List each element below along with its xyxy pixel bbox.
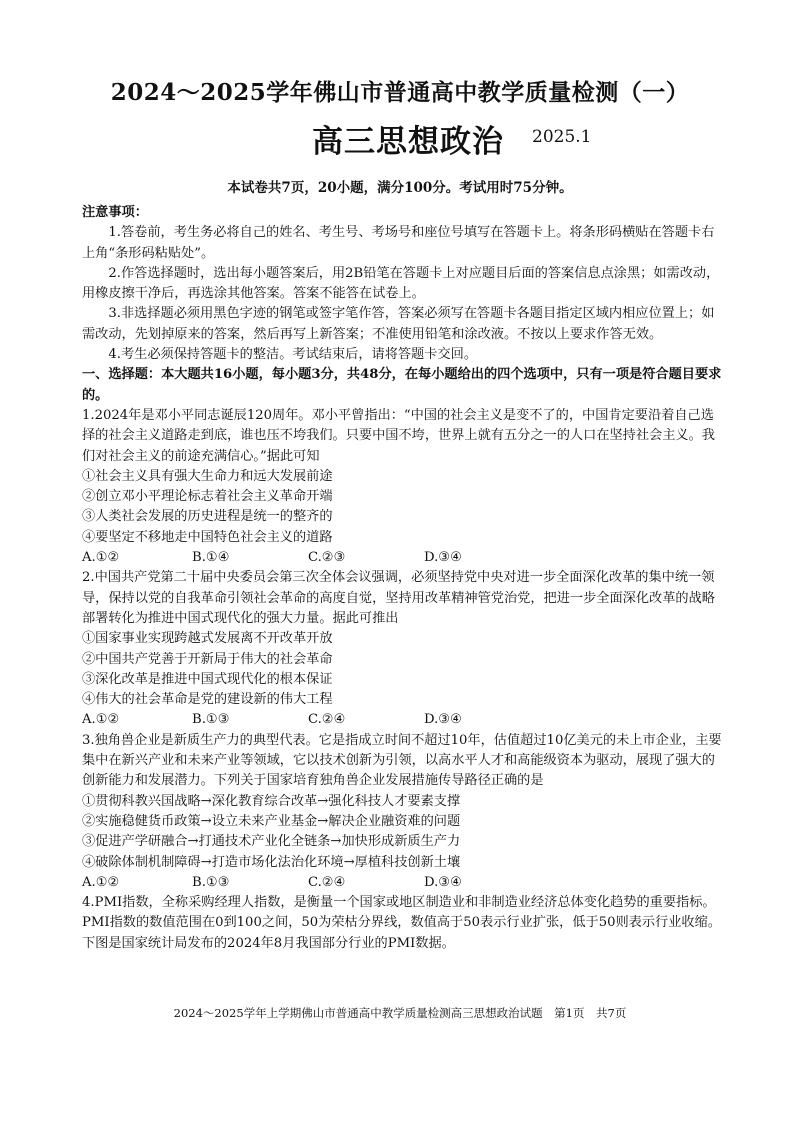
notice-item-4: 4.考生必须保持答题卡的整洁。考试结束后，请将答题卡交回。	[108, 347, 478, 363]
question-1-option-3: ③人类社会发展的历史进程是统一的整齐的	[82, 509, 333, 525]
page-footer: 2024～2025学年上学期佛山市普通高中教学质量检测高三思想政治试题 第1页 共7页	[173, 1006, 627, 1020]
question-2-choices	[82, 710, 722, 730]
question-3-stem: 3.独角兽企业是新质生产力的典型代表。它是指成立时间不超过10年，估值超过10亿美元的未上市企业，主要集中在新兴产业和未来产业等领域，它以技术创新为引领，以高水平人才和高能级资本为驱动，展现了强大的创新能力和发展潜力。下列关于国家培育独角兽企业发展措施传导路径正确的是	[82, 732, 722, 789]
section-heading: 一、选择题：本大题共16小题，每小题3分，共48分，在每小题给出的四个选项中，只有一项是符合题目要求的。	[82, 367, 722, 403]
question-2-choice-c: C.②④	[308, 712, 346, 728]
question-2-option-2: ②中国共产党善于开新局于伟大的社会革命	[82, 651, 333, 667]
question-1-option-2: ②创立邓小平理论标志着社会主义革命开端	[82, 489, 333, 505]
exam-title: 2024～2025学年佛山市普通高中教学质量检测（一）	[110, 79, 690, 106]
notice-item-1: 1.答卷前，考生务必将自己的姓名、考生号、考场号和座位号填写在答题卡上。将条形码横贴在答题卡右上角“条形码粘贴处”。	[82, 225, 715, 261]
question-3-choices	[82, 873, 722, 893]
question-1-choices	[82, 548, 722, 568]
question-2-option-1: ①国家事业实现跨越式发展离不开改革开放	[82, 631, 333, 647]
question-1-option-4: ④要坚定不移地走中国特色社会主义的道路	[82, 529, 333, 545]
question-2-choice-a: A.①②	[82, 712, 120, 728]
question-1-choice-b: B.①④	[192, 550, 230, 566]
notice-item-2: 2.作答选择题时，选出每小题答案后，用2B铅笔在答题卡上对应题目后面的答案信息点涂黑；如需改动，用橡皮擦干净后，再选涂其他答案。答案不能答在试卷上。	[82, 265, 720, 302]
question-2-choice-d: D.③④	[424, 712, 462, 728]
question-1-choice-c: C.②③	[308, 550, 346, 566]
question-1-stem: 1.2024年是邓小平同志诞辰120周年。邓小平曾指出：“中国的社会主义是变不了的，中国肯定要沿着自己选择的社会主义道路走到底，谁也压不垮我们。只要中国不垮，世界上就有五分之一的人口在坚持社会主义。我们对社会主义的前途充满信心。”据此可知	[82, 407, 715, 464]
question-3-option-3: ③促进产学研融合→打通技术产业化全链条→加快形成新质生产力	[82, 834, 461, 850]
question-1-choice-d: D.③④	[424, 550, 462, 566]
question-4-stem: 4.PMI指数，全称采购经理人指数，是衡量一个国家或地区制造业和非制造业经济总体变化趋势的重要指标。PMI指数的数值范围在0到100之间，50为荣枯分界线，数值高于50表示行业扩张，低于50则表示行业收缩。下图是国家统计局发布的2024年8月我国部分行业的PMI数据。	[82, 895, 721, 951]
question-2-choice-b: B.①③	[192, 712, 230, 728]
notice-heading: 注意事项：	[82, 205, 148, 220]
question-1-choice-a: A.①②	[82, 550, 120, 566]
exam-info: 本试卷共7页，20小题，满分100分。考试用时75分钟。	[227, 180, 573, 196]
exam-date: 2025.1	[532, 127, 592, 147]
question-2-option-3: ③深化改革是推进中国式现代化的根本保证	[82, 671, 333, 687]
question-3-option-4: ④破除体制机制障碍→打造市场化法治化环境→厚植科技创新土壤	[82, 854, 461, 870]
notice-item-3: 3.非选择题必须用黑色字迹的钢笔或签字笔作答，答案必须写在答题卡各题目指定区域内相应位置上；如需改动，先划掉原来的答案，然后再写上新答案；不准使用铅笔和涂改液。不按以上要求作答无效。	[82, 306, 715, 342]
subject-title: 高三思想政治	[312, 124, 504, 160]
question-3-choice-c: C.②④	[308, 874, 346, 890]
question-1-option-1: ①社会主义具有强大生命力和远大发展前途	[82, 468, 333, 484]
question-2-stem: 2.中国共产党第二十届中央委员会第三次全体会议强调，必须坚持党中央对进一步全面深化改革的集中统一领导，保持以党的自我革命引领社会革命的高度自觉，坚持用改革精神管党治党，把进一步全面深化改革的战略部署转化为推进中国式现代化的强大力量。据此可推出	[82, 570, 715, 626]
question-3-choice-d: D.③④	[424, 874, 462, 890]
question-3-option-1: ①贯彻科教兴国战略→深化教育综合改革→强化科技人才要素支撑	[82, 793, 461, 809]
exam-body	[82, 203, 722, 954]
question-3-choice-a: A.①②	[82, 874, 120, 890]
question-3-choice-b: B.①③	[192, 874, 230, 890]
question-2-option-4: ④伟大的社会革命是党的建设新的伟大工程	[82, 692, 333, 708]
question-3-option-2: ②实施稳健货币政策→设立未来产业基金→解决企业融资难的问题	[82, 813, 461, 829]
